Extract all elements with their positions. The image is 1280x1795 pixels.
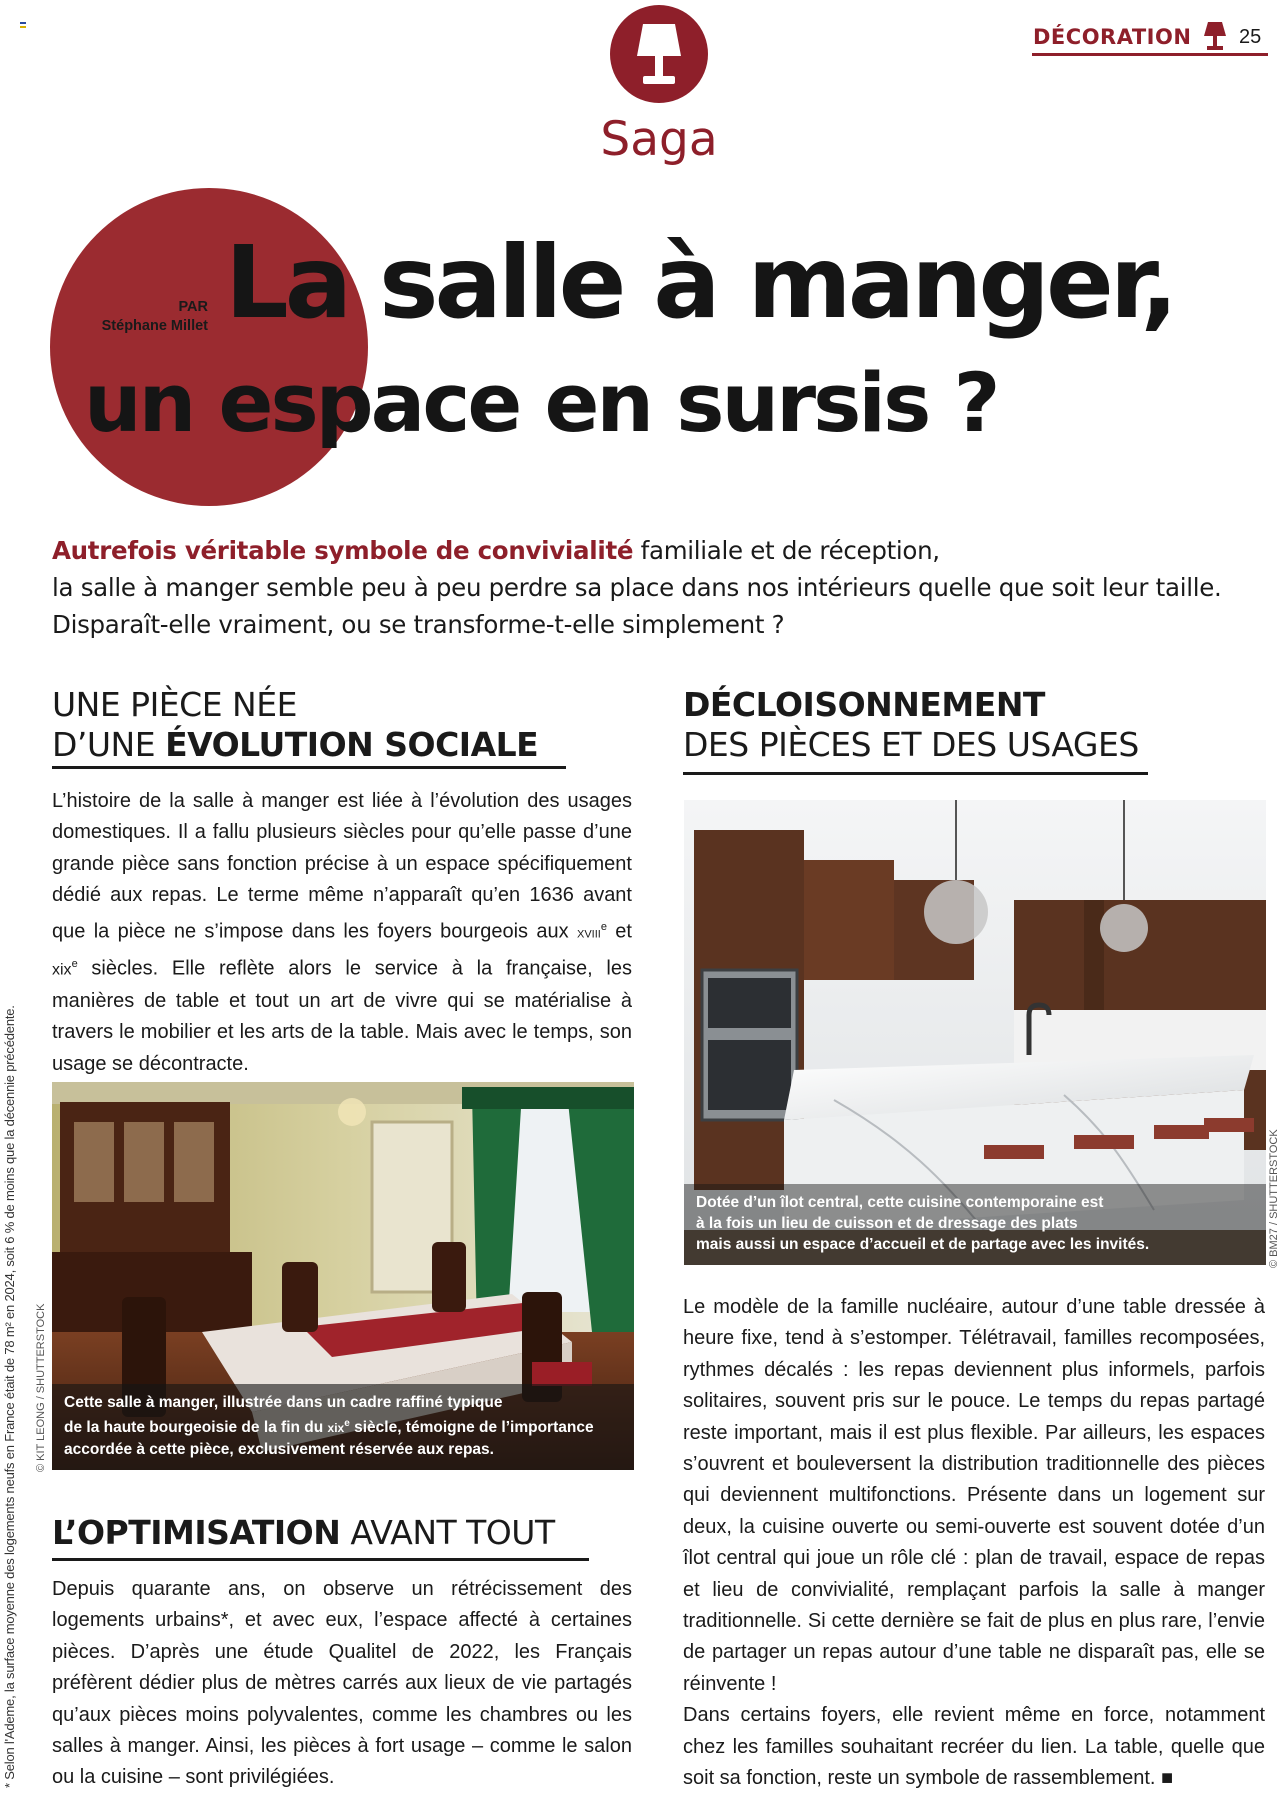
section2-heading-line2: DES PIÈCES ET DES USAGES: [683, 725, 1139, 764]
section-label: DÉCORATION: [1033, 25, 1192, 49]
intro-highlight: Autrefois véritable symbole de convivialité: [52, 536, 634, 565]
page-number: 25: [1239, 26, 1262, 48]
section3-heading-light: AVANT TOUT: [340, 1513, 555, 1552]
photo1-caption-century: xix: [327, 1421, 345, 1435]
article-title-line2: un espace en sursis ?: [84, 357, 998, 451]
section2-body-p1: Le modèle de la famille nucléaire, autour d’une table dressée à heure fixe, tend à s’estomper. Télétravail, familles recomposées, rythmes décalés : les repas deviennent plus informels, parfois solitaires, souvent pris sur le pouce. Le temps du repas partagé reste important, mais il est plus flexible. Par ailleurs, les espaces s’ouvrent et bouleversent la distribution traditionnelle des pièces qui deviennent multifonctions. Présente dans un logement sur deux, la cuisine ouverte ou semi-ouverte est souvent dotée d’un îlot central qui joue un rôle clé : plan de travail, espace de repas et lieu de convivialité, remplaçant parfois la salle à manger traditionnelle. Si cette dernière se fait de plus en plus rare, l’envie de partager un repas autour d’une table ne disparaît pas, elle se réinvente !: [683, 1296, 1265, 1695]
byline-prefix: PAR: [178, 299, 208, 315]
photo2-caption-line2: à la fois un lieu de cuisson et de dressage des plats: [696, 1215, 1078, 1232]
byline: [60, 298, 208, 336]
byline-author: Stéphane Millet: [101, 318, 208, 334]
section1-heading-light: D’UNE: [52, 725, 166, 764]
photo2-credit: © BM27 / SHUTTERSTOCK: [1268, 1129, 1280, 1268]
flag-mark: [20, 22, 26, 28]
section-header: [1030, 20, 1270, 60]
photo2-caption: [684, 1184, 1266, 1265]
section1-and: et: [606, 920, 632, 943]
section1-body: [52, 786, 632, 1080]
section2-rule: [683, 772, 1148, 775]
section2-body-p2: Dans certains foyers, elle revient même en force, notamment chez les familles souhaitant recréer du lien. La table, quelle que soit sa fonction, reste un symbole de rassemblement.: [683, 1704, 1265, 1790]
section1-rule: [52, 766, 566, 769]
photo2-caption-line1: Dotée d’un îlot central, cette cuisine contemporaine est: [696, 1194, 1104, 1211]
photo1-caption-line2a: de la haute bourgeoisie de la fin du: [64, 1419, 328, 1436]
section2-body: [683, 1292, 1265, 1795]
section1-heading-bold: ÉVOLUTION SOCIALE: [165, 725, 539, 764]
photo1-caption-line2b: siècle, témoigne de l’importance: [349, 1419, 594, 1436]
section2-heading-line1: DÉCLOISONNEMENT: [683, 685, 1045, 724]
kitchen-photo: [684, 800, 1266, 1265]
intro-line1-rest: familiale et de réception,: [633, 536, 940, 565]
article-title-line1: La salle à manger,: [225, 224, 1175, 341]
section1-body-b: siècles. Elle reflète alors le service à la française, les manières de table et tout un art de vivre qui se matérialise à travers le mobilier et les arts de la table. Mais avec le temps, son usage se décontracte.: [52, 957, 632, 1075]
footnote: * Selon l'Ademe, la surface moyenne des logements neufs en France était de 78 m² en 2024, soit 6 % de moins que la décennie précédente.: [2, 1005, 17, 1788]
section1-heading: [52, 685, 612, 765]
photo1-caption: [52, 1384, 634, 1470]
section3-heading-bold: L’OPTIMISATION: [52, 1513, 341, 1552]
section2-heading: [683, 685, 1263, 765]
intro-line2: la salle à manger semble peu à peu perdre sa place dans nos intérieurs quelle que soit leur taille.: [52, 573, 1222, 602]
header-rule: [1032, 53, 1268, 56]
section3-body: Depuis quarante ans, on observe un rétrécissement des logements urbains*, et avec eux, l’espace affecté à certaines pièces. D’après une étude Qualitel de 2022, les Français préfèrent dédier plus de mètres carrés aux lieux de vie partagés qu’aux pièces moins polyvalentes, comme les chambres ou les salles à manger. Ainsi, les pièces à fort usage – comme le salon ou la cuisine – sont privilégiées.: [52, 1578, 632, 1789]
lamp-small-icon: [1202, 20, 1228, 52]
dining-room-photo: [52, 1082, 634, 1470]
intro-line3: Disparaît-elle vraiment, ou se transforme-t-elle simplement ?: [52, 610, 785, 639]
sup-e-1: e: [600, 920, 607, 933]
century-xviii: xviii: [576, 924, 601, 942]
photo2-caption-line3: mais aussi un espace d’accueil et de partage avec les invités.: [696, 1236, 1150, 1253]
section1-heading-line1: UNE PIÈCE NÉE: [52, 685, 297, 724]
intro: [52, 532, 1272, 643]
section1-body-a: L’histoire de la salle à manger est liée à l’évolution des usages domestiques. Il a fallu plusieurs siècles pour qu’elle passe d’une grande pièce sans fonction précise à un espace spécifiquement dédié aux repas. Le terme même n’apparaît qu’en 1636 avant que la pièce ne s’impose dans les foyers bourgeois aux: [52, 790, 632, 943]
sup-e-2: e: [71, 957, 78, 970]
section3-rule: [52, 1558, 589, 1561]
lamp-icon: [607, 4, 711, 104]
photo1-caption-line1: Cette salle à manger, illustrée dans un cadre raffiné typique: [64, 1393, 503, 1411]
photo1-caption-line3: accordée à cette pièce, exclusivement réservée aux repas.: [64, 1441, 494, 1458]
photo1-caption-sup: e: [344, 1417, 350, 1429]
end-mark-icon: ■: [1161, 1767, 1174, 1790]
rubric-title: Saga: [600, 112, 718, 167]
section3-heading: [52, 1513, 632, 1553]
photo1-credit: © KIT LEONG / SHUTTERSTOCK: [35, 1303, 47, 1472]
century-xix: xix: [52, 961, 72, 979]
